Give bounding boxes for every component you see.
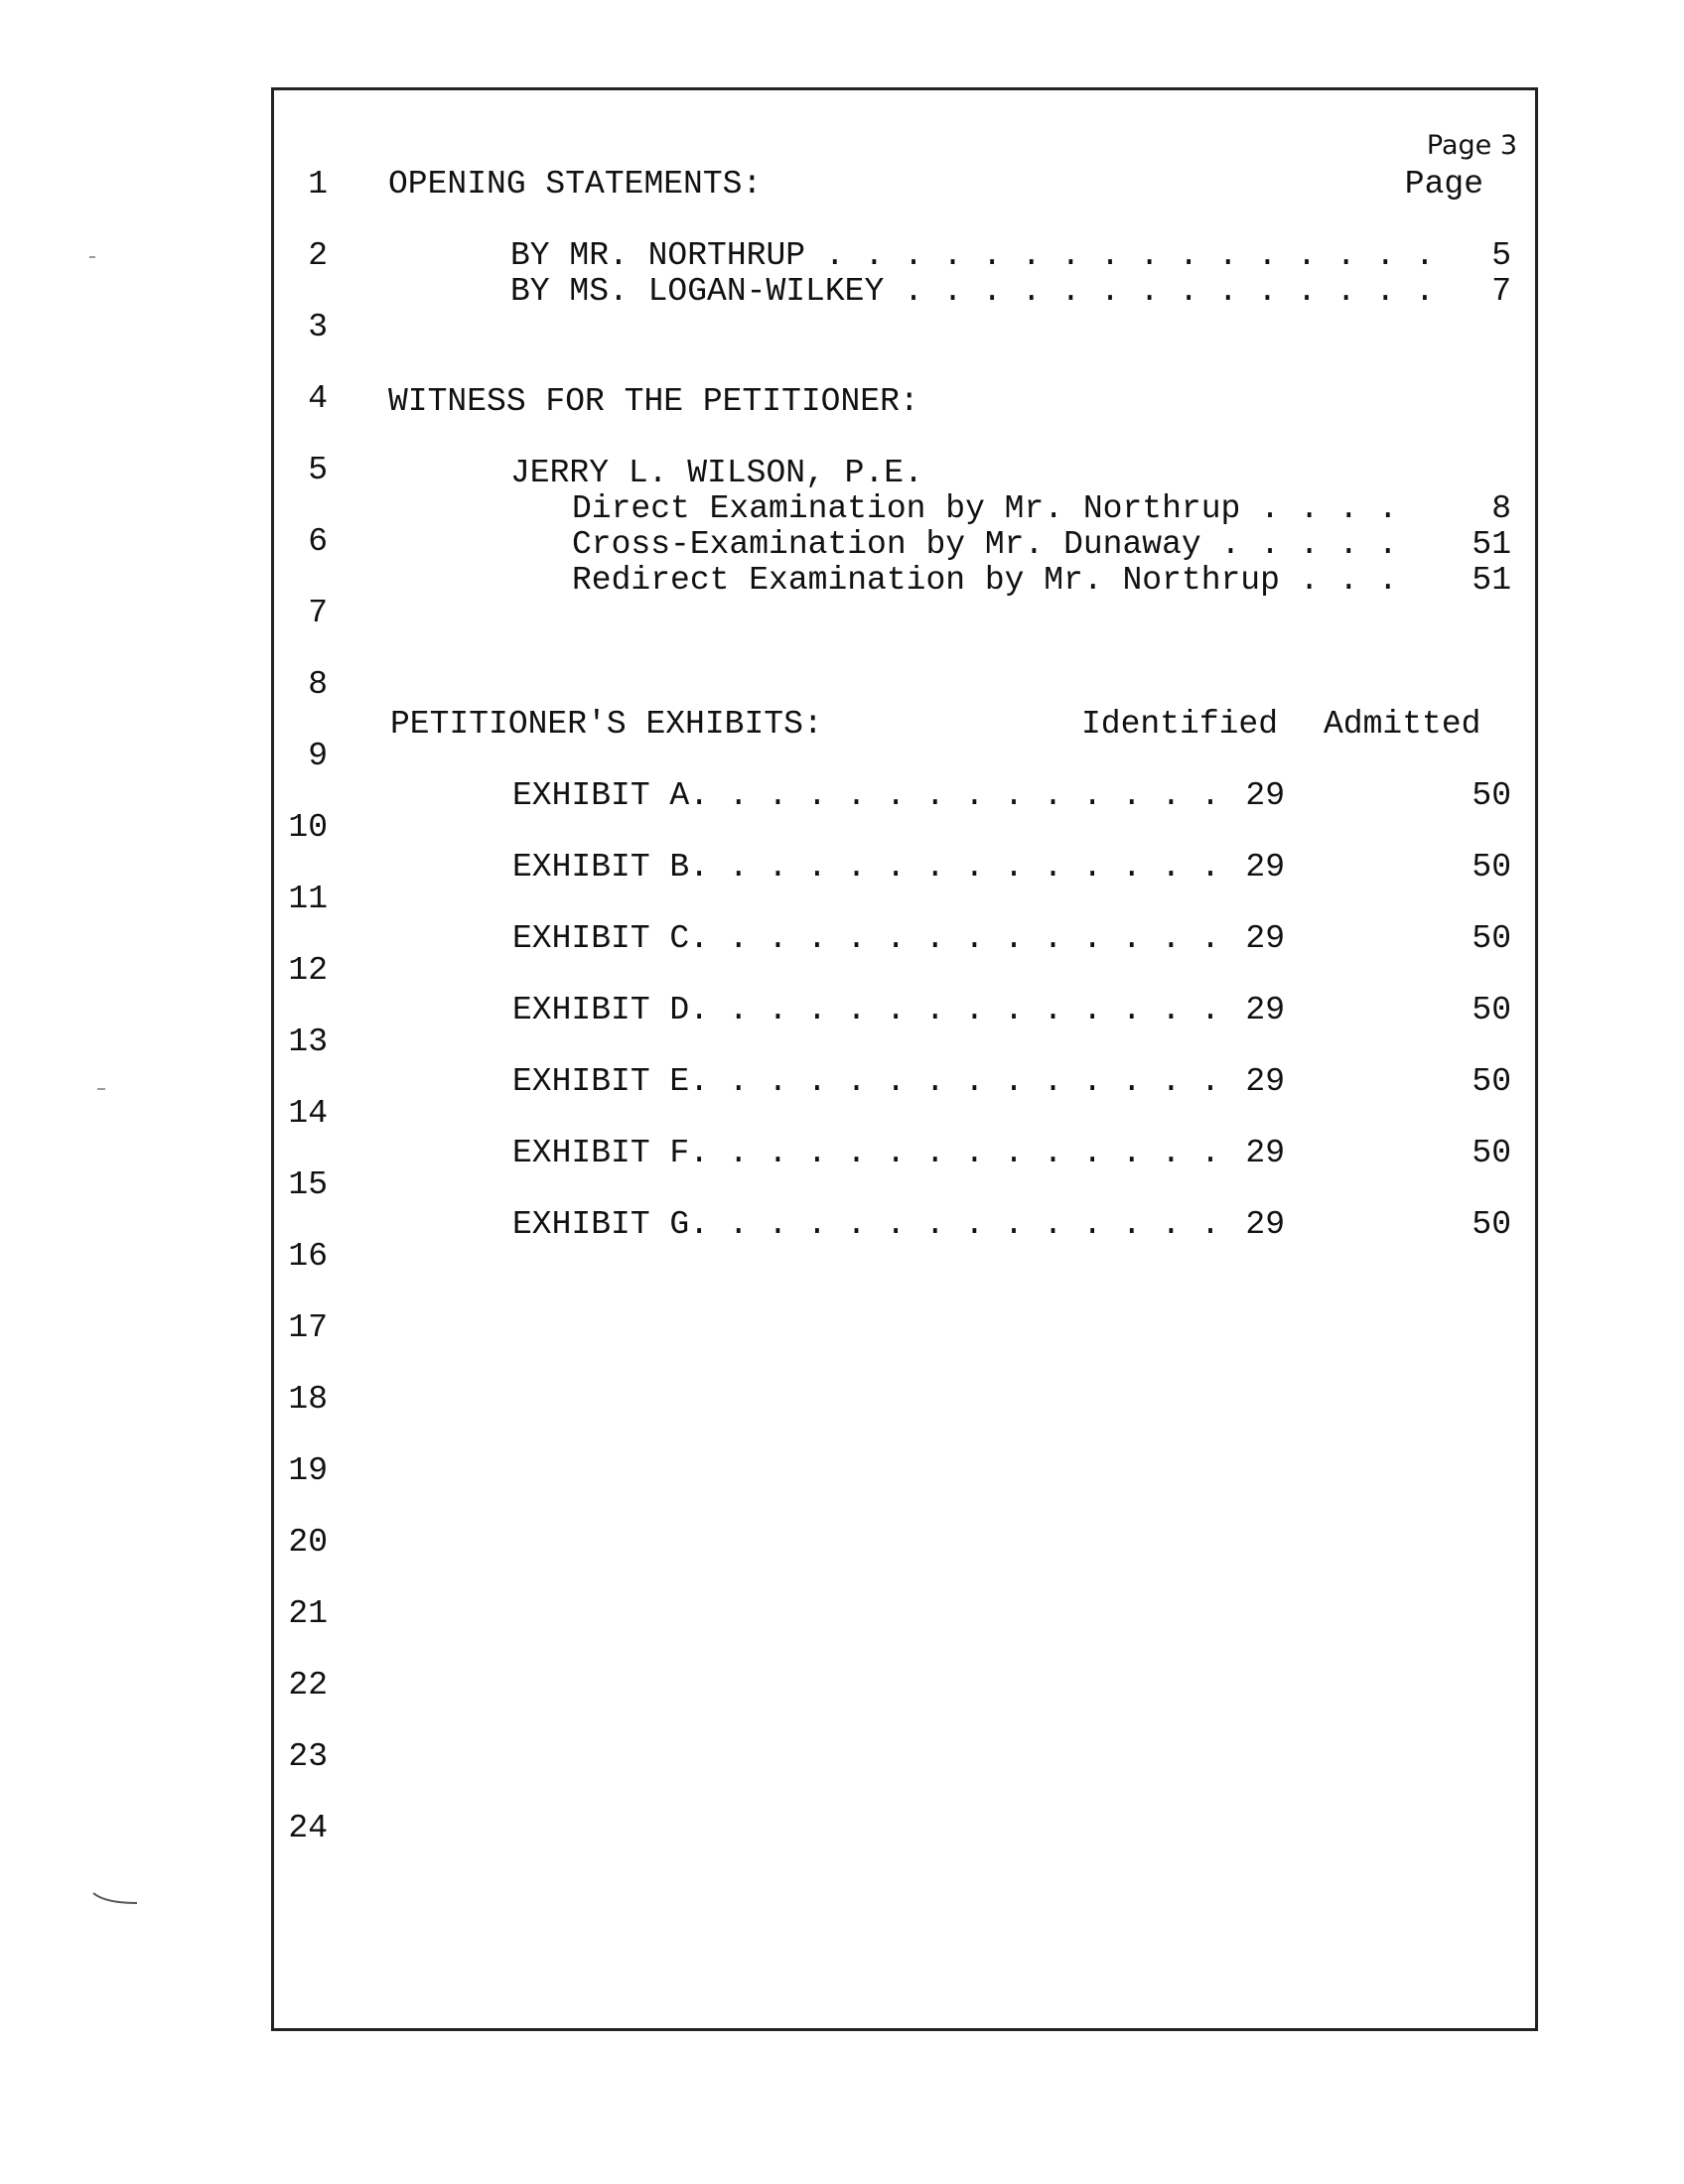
- exhibit-admitted-page: 50: [1472, 992, 1511, 1028]
- line-number: 15: [288, 1166, 328, 1203]
- opening-entry-page: 5: [1491, 237, 1511, 274]
- witness-exam-page: 51: [1472, 526, 1511, 563]
- line-number: 18: [288, 1381, 328, 1418]
- line-number: 7: [308, 595, 328, 631]
- witness-exam-cross: Cross-Examination by Mr. Dunaway . . . . .: [572, 526, 1398, 563]
- page-stamp: Page 3: [1426, 130, 1517, 161]
- scan-mark: [97, 1088, 105, 1090]
- line-number: 19: [288, 1452, 328, 1489]
- exhibit-identified-page: 29: [1245, 1206, 1285, 1243]
- line-number: 4: [308, 380, 328, 417]
- line-number: 3: [308, 309, 328, 345]
- exhibit-identified-page: 29: [1245, 920, 1285, 957]
- opening-statements-heading: OPENING STATEMENTS:: [388, 166, 763, 203]
- exhibit-label: EXHIBIT G. . . . . . . . . . . . . .: [512, 1206, 1220, 1243]
- exhibit-identified-page: 29: [1245, 992, 1285, 1028]
- page-border: [271, 87, 1538, 2031]
- exhibit-label: EXHIBIT A. . . . . . . . . . . . . .: [512, 777, 1220, 814]
- line-number: 11: [288, 881, 328, 917]
- line-number: 10: [288, 809, 328, 846]
- scan-mark: [89, 256, 95, 258]
- page-column-header: Page: [1404, 166, 1483, 203]
- line-number: 20: [288, 1524, 328, 1561]
- witness-exam-page: 8: [1491, 490, 1511, 527]
- exhibit-admitted-page: 50: [1472, 920, 1511, 957]
- line-number: 9: [308, 738, 328, 774]
- line-number: 2: [308, 237, 328, 274]
- exhibit-label: EXHIBIT C. . . . . . . . . . . . . .: [512, 920, 1220, 957]
- opening-entry-logan-wilkey: BY MS. LOGAN-WILKEY . . . . . . . . . . . . . .: [510, 273, 1435, 310]
- line-number: 14: [288, 1095, 328, 1132]
- identified-column-header: Identified: [1081, 706, 1279, 743]
- line-number: 22: [288, 1667, 328, 1704]
- opening-entry-northrup: BY MR. NORTHRUP . . . . . . . . . . . . . . . .: [510, 237, 1435, 274]
- line-number: 6: [308, 523, 328, 560]
- opening-entry-page: 7: [1491, 273, 1511, 310]
- exhibit-identified-page: 29: [1245, 1063, 1285, 1100]
- line-number: 23: [288, 1738, 328, 1775]
- admitted-column-header: Admitted: [1324, 706, 1481, 743]
- line-number: 5: [308, 452, 328, 488]
- witness-exam-page: 51: [1472, 562, 1511, 599]
- exhibits-heading: PETITIONER'S EXHIBITS:: [390, 706, 823, 743]
- exhibit-identified-page: 29: [1245, 849, 1285, 886]
- exhibit-identified-page: 29: [1245, 777, 1285, 814]
- witness-exam-direct: Direct Examination by Mr. Northrup . . . .: [572, 490, 1398, 527]
- exhibit-admitted-page: 50: [1472, 849, 1511, 886]
- scan-mark: [91, 1891, 141, 1907]
- line-number: 12: [288, 952, 328, 989]
- exhibit-identified-page: 29: [1245, 1135, 1285, 1171]
- witness-name: JERRY L. WILSON, P.E.: [510, 455, 923, 491]
- line-number: 24: [288, 1810, 328, 1846]
- exhibit-admitted-page: 50: [1472, 777, 1511, 814]
- witness-exam-redirect: Redirect Examination by Mr. Northrup . . .: [572, 562, 1398, 599]
- line-number: 16: [288, 1238, 328, 1275]
- line-number: 13: [288, 1024, 328, 1060]
- witness-heading: WITNESS FOR THE PETITIONER:: [388, 383, 919, 420]
- line-number: 21: [288, 1595, 328, 1632]
- line-number: 8: [308, 666, 328, 703]
- exhibit-admitted-page: 50: [1472, 1206, 1511, 1243]
- line-number: 17: [288, 1309, 328, 1346]
- line-number: 1: [308, 166, 328, 203]
- exhibit-admitted-page: 50: [1472, 1135, 1511, 1171]
- exhibit-admitted-page: 50: [1472, 1063, 1511, 1100]
- exhibit-label: EXHIBIT E. . . . . . . . . . . . . .: [512, 1063, 1220, 1100]
- exhibit-label: EXHIBIT F. . . . . . . . . . . . . .: [512, 1135, 1220, 1171]
- exhibit-label: EXHIBIT B. . . . . . . . . . . . . .: [512, 849, 1220, 886]
- exhibit-label: EXHIBIT D. . . . . . . . . . . . . .: [512, 992, 1220, 1028]
